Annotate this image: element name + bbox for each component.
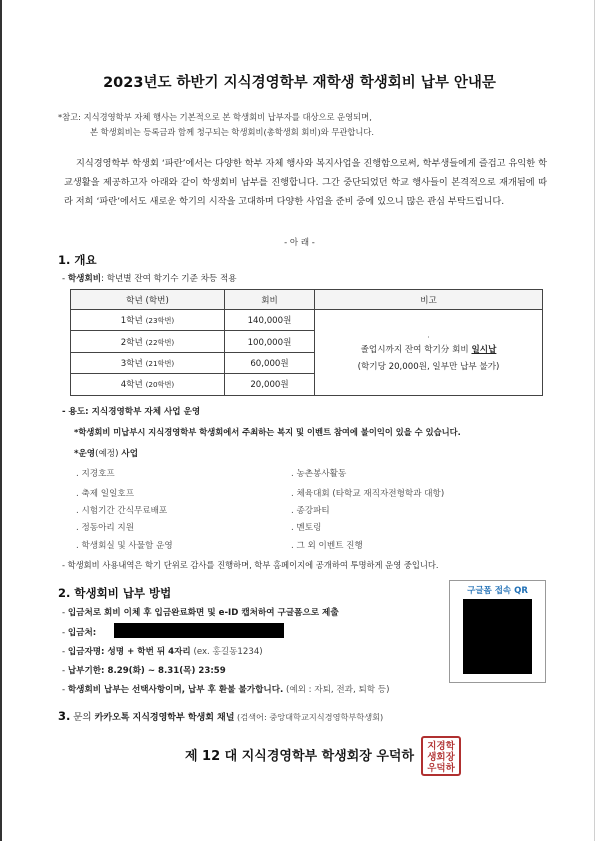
section3-number: 3. bbox=[58, 709, 71, 723]
center-mark: - 아 래 - bbox=[284, 238, 315, 248]
note-line-1: *참고: 지식경영학부 자체 행사는 기본적으로 본 학생회비 납부자를 대상으로 운영되며, bbox=[58, 112, 372, 122]
plan-item-right: . 멘토링 bbox=[291, 523, 322, 533]
section1-title: 개요 bbox=[74, 253, 97, 267]
payment-line: - 입금처: bbox=[62, 628, 97, 638]
section2-number: 2. bbox=[58, 586, 71, 600]
grade-cell: 2학년 (22학번) bbox=[71, 331, 225, 352]
remark-dot: · bbox=[427, 332, 430, 342]
section1-heading bbox=[58, 252, 97, 268]
note-line-2: 본 학생회비는 등록금과 함께 청구되는 학생회비(총학생회 회비)와 무관합니다. bbox=[90, 127, 375, 137]
grade-cell: 4학년 (20학번) bbox=[71, 374, 225, 395]
redacted-account bbox=[114, 623, 284, 638]
payment-line: - 납부기한: 8.29(화) ~ 8.31(목) 23:59 bbox=[62, 666, 226, 676]
qr-code-image[interactable] bbox=[463, 599, 532, 674]
table-row bbox=[71, 310, 543, 331]
section1-number: 1. bbox=[58, 253, 71, 267]
remark-sub: (학기당 20,000원, 일부만 납부 불가) bbox=[357, 361, 500, 372]
kakao-channel[interactable]: 카카오톡 지식경영학부 학생회 채널 bbox=[94, 713, 235, 723]
header-remark: 비고 bbox=[315, 290, 543, 310]
payment-line: - 입금처로 회비 이체 후 입금완료화면 및 e-ID 캡처하여 구글폼으로 제출 bbox=[62, 608, 339, 618]
fee-cell: 140,000원 bbox=[225, 310, 315, 331]
usage-label: - 용도: 지식경영학부 자체 사업 운영 bbox=[62, 407, 201, 417]
fee-desc: : 학년별 잔여 학기수 기준 차등 적용 bbox=[101, 274, 237, 284]
remark-main: 졸업시까지 잔여 학기分 회비 일시납 bbox=[360, 344, 497, 355]
plan-item-right: . 그 외 이벤트 진행 bbox=[291, 541, 363, 551]
signature-line: 제 12 대 지식경영학부 학생회장 우덕하 bbox=[184, 749, 415, 764]
section3-line: 3. 문의 카카오톡 지식경영학부 학생회 채널 (검색어: 중앙대학교지식경영학부학생회) bbox=[58, 709, 384, 723]
fee-cell: 20,000원 bbox=[225, 374, 315, 395]
document-title: 2023년도 하반기 지식경영학부 재학생 학생회비 납부 안내문 bbox=[103, 75, 496, 91]
qr-label: 구글폼 접속 QR bbox=[467, 586, 528, 596]
header-grade: 학년 (학번) bbox=[71, 290, 225, 310]
grade-cell: 1학년 (23학번) bbox=[71, 310, 225, 331]
fee-label: 학생회비 bbox=[67, 274, 102, 284]
intro-paragraph: 지식경영학부 학생회 ‘파란’에서는 다양한 학부 자체 행사와 복지사업을 진행함으로써, 학부생들에게 즐겁고 유익한 학교생활을 제공하고자 아래와 같이 학생회비 납부를 진행합니다. 그간 중단되었던 학교 행사들이 본격적으로 재개됨에 따라 저희 ‘파란’에서도 새로운 학기의 시작을 고대하며 다양한 사업을 준비 중에 있으니 많은 관심 부탁드립니다. bbox=[64, 158, 547, 208]
header-fee: 회비 bbox=[225, 290, 315, 310]
remark-emphasis: 일시납 bbox=[471, 344, 497, 355]
plan-item-right: . 농촌봉사활동 bbox=[291, 469, 347, 479]
remark-cell bbox=[315, 310, 543, 396]
fee-table-header bbox=[71, 290, 543, 310]
plan-item-left: . 시험기간 간식무료배포 bbox=[76, 506, 168, 516]
fee-line: - 학생회비: 학년별 잔여 학기수 기준 차등 적용 bbox=[62, 274, 237, 284]
fee-cell: 60,000원 bbox=[225, 352, 315, 373]
section2-heading bbox=[58, 585, 171, 601]
plan-item-right: . 종강파티 bbox=[291, 506, 330, 516]
fee-cell: 100,000원 bbox=[225, 331, 315, 352]
qr-code-box bbox=[449, 580, 546, 683]
plan-item-left: . 학생회실 및 사물함 운영 bbox=[76, 541, 173, 551]
grade-cell: 3학년 (21학번) bbox=[71, 352, 225, 373]
plan-item-right: . 체육대회 (타학교 재직자전형학과 대항) bbox=[291, 489, 445, 499]
payment-line: - 학생회비 납부는 선택사항이며, 납부 후 환불 불가합니다. (예외 : 자퇴, 전과, 퇴학 등) bbox=[62, 685, 390, 695]
section2-title: 학생회비 납부 방법 bbox=[74, 586, 172, 600]
plan-item-left: . 지경호프 bbox=[76, 469, 115, 479]
president-seal: 지경학 생회장 우덕하 bbox=[421, 736, 461, 776]
plan-label: *운영(예정) 사업 bbox=[74, 449, 139, 459]
plan-item-left: . 정동아리 지원 bbox=[76, 523, 135, 533]
usage-note: *학생회비 미납부시 지식경영학부 학생회에서 주최하는 복지 및 이벤트 참여에 불이익이 있을 수 있습니다. bbox=[74, 427, 461, 437]
payment-line: - 입금자명: 성명 + 학번 뒤 4자리 (ex. 홍길동1234) bbox=[62, 647, 263, 657]
usage-closing: - 학생회비 사용내역은 학기 단위로 감사를 진행하며, 학부 홈페이지에 공개하여 투명하게 운영 중입니다. bbox=[62, 560, 439, 570]
fee-table bbox=[70, 289, 543, 396]
plan-item-left: . 축제 일일호프 bbox=[76, 489, 135, 499]
